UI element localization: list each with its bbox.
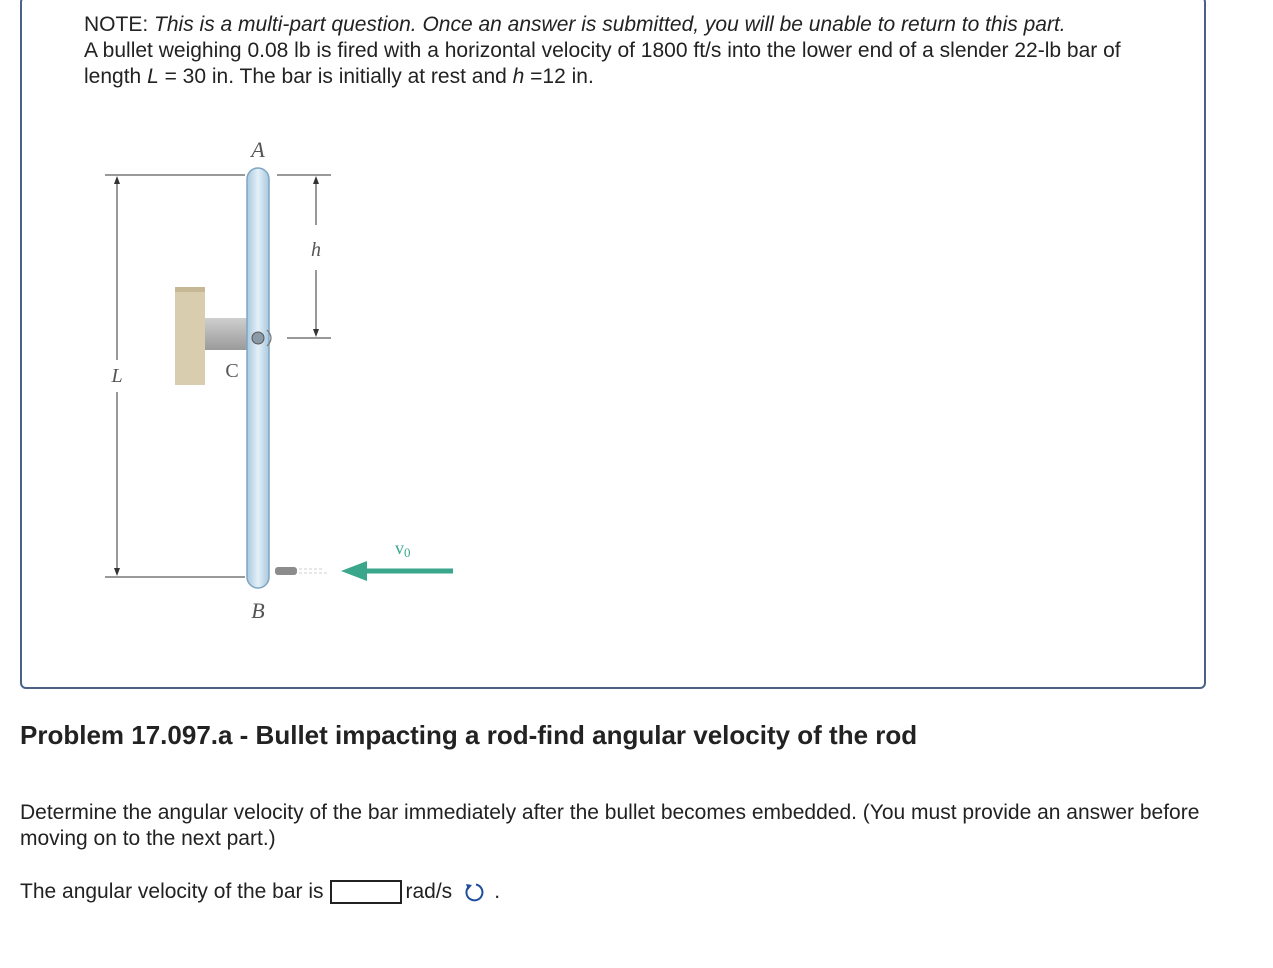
wall-support [175, 287, 205, 385]
period: . [494, 880, 501, 903]
label-v0: v0 [395, 538, 411, 560]
statement-h-symbol: h [512, 65, 525, 88]
angular-velocity-input[interactable] [330, 880, 402, 904]
label-B: B [251, 598, 265, 623]
velocity-arrow [341, 561, 453, 581]
h-dimension [277, 175, 331, 338]
statement-part-1: A bullet weighing 0.08 lb is fired with a horizontal velocity of 1800 ft/s into the lower end of a slender 22-lb bar of length [84, 39, 1121, 88]
statement-part-3: =12 in. [524, 65, 594, 88]
label-L: L [111, 365, 123, 387]
pivot-pin [252, 332, 264, 344]
note-italic: This is a multi-part question. Once an answer is submitted, you will be unable to return to this part. [154, 13, 1066, 36]
counterclockwise-icon [462, 880, 486, 904]
statement-part-2: = 30 in. The bar is initially at rest and [158, 65, 513, 88]
slender-bar [247, 168, 269, 588]
label-h: h [311, 239, 321, 261]
bar-bullet-diagram [95, 130, 475, 630]
problem-statement [84, 12, 1154, 90]
statement-line [84, 38, 1154, 90]
note-label: NOTE: [84, 13, 149, 36]
unit-label: rad/s [405, 880, 453, 903]
answer-row [20, 878, 500, 906]
problem-title: Problem 17.097.a - Bullet impacting a rod-find angular velocity of the rod [20, 720, 918, 750]
answer-prefix: The angular velocity of the bar is [20, 880, 324, 903]
bullet [275, 567, 327, 575]
label-C: C [225, 360, 239, 382]
label-A: A [251, 137, 265, 162]
statement-L-symbol: L [147, 65, 159, 88]
note-line [84, 12, 1154, 38]
question-text: Determine the angular velocity of the bar immediately after the bullet becomes embedded. (You must provide an answer before moving on to the next part.) [20, 801, 1200, 850]
